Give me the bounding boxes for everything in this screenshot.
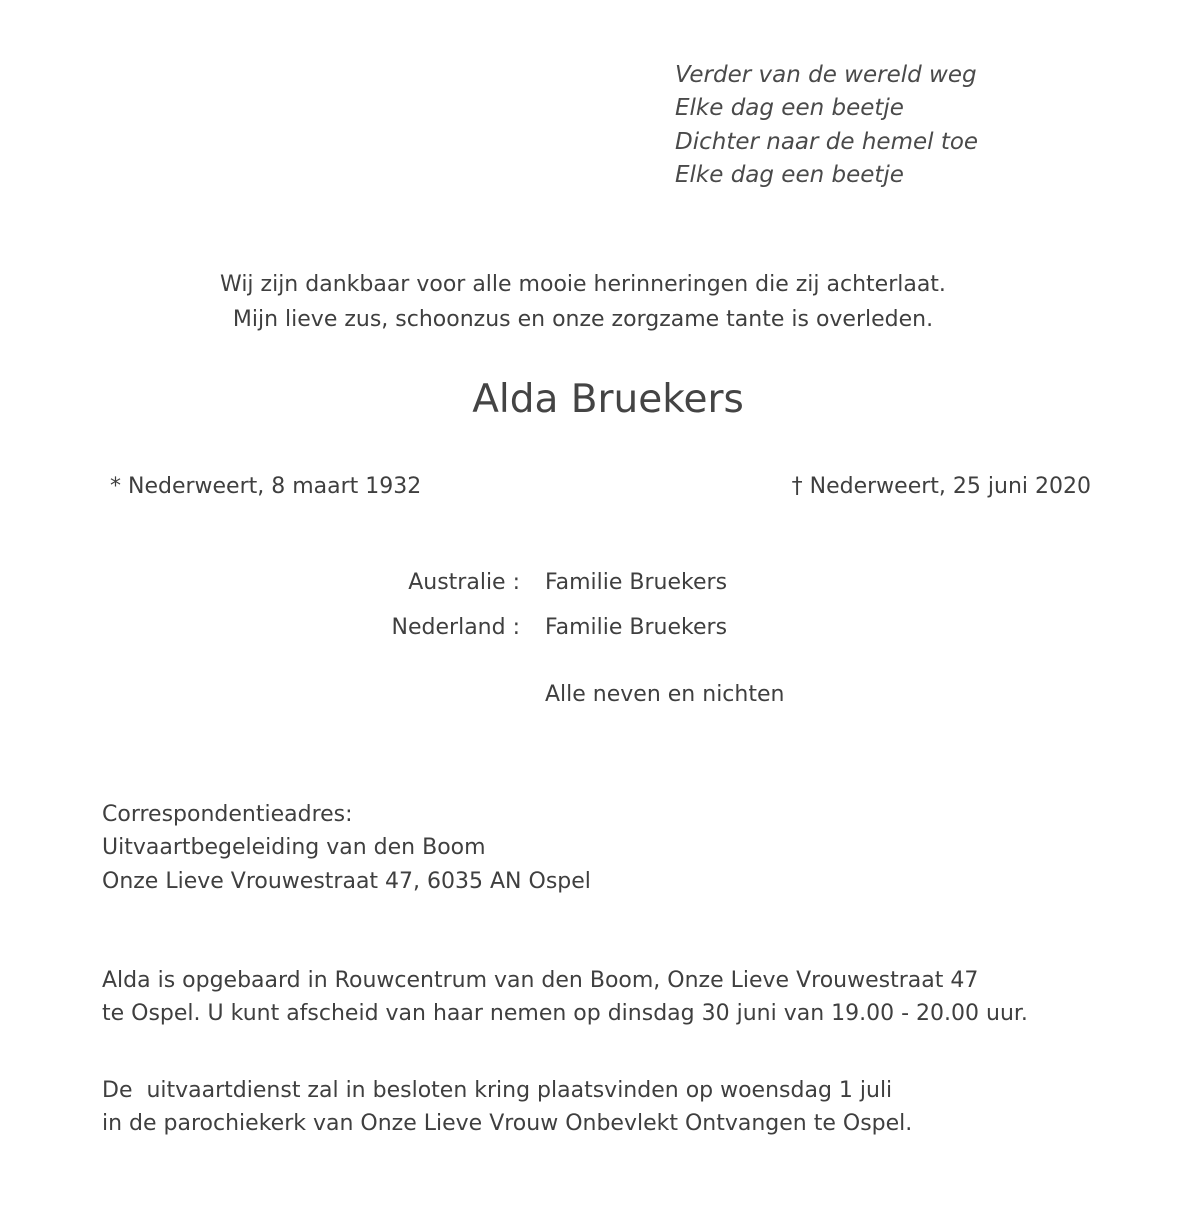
family-label-australia: Australie : bbox=[408, 570, 520, 595]
funeral-info bbox=[102, 1074, 912, 1141]
death-date: † Nederweert, 25 juni 2020 bbox=[791, 474, 1091, 499]
correspondence-heading: Correspondentieadres: bbox=[102, 802, 353, 827]
correspondence-street: Onze Lieve Vrouwestraat 47, 6035 AN Ospel bbox=[102, 868, 591, 894]
deceased-name: Alda Bruekers bbox=[472, 377, 744, 422]
correspondence-address bbox=[102, 798, 591, 898]
viewing-line-2: te Ospel. U kunt afscheid van haar nemen op dinsdag 30 juni van 19.00 - 20.00 uur. bbox=[102, 1001, 1028, 1027]
family-label-netherlands: Nederland : bbox=[391, 615, 520, 640]
intro-line-1: Wij zijn dankbaar voor alle mooie herinneringen die zij achterlaat. bbox=[220, 272, 946, 297]
viewing-info bbox=[102, 964, 1028, 1031]
viewing-line-1: Alda is opgebaard in Rouwcentrum van den Boom, Onze Lieve Vrouwestraat 47 bbox=[102, 968, 979, 993]
poem bbox=[675, 59, 978, 192]
family-extra: Alle neven en nichten bbox=[545, 682, 785, 707]
poem-line-4: Elke dag een beetje bbox=[675, 161, 904, 188]
funeral-line-2: in de parochiekerk van Onze Lieve Vrouw Onbevlekt Ontvangen te Ospel. bbox=[102, 1111, 913, 1137]
family-value-netherlands: Familie Bruekers bbox=[545, 615, 728, 640]
funeral-line-1: De uitvaartdienst zal in besloten kring plaatsvinden op woensdag 1 juli bbox=[102, 1078, 893, 1103]
correspondence-org: Uitvaartbegeleiding van den Boom bbox=[102, 835, 486, 861]
poem-line-2: Elke dag een beetje bbox=[675, 95, 904, 122]
birth-date: * Nederweert, 8 maart 1932 bbox=[110, 474, 422, 499]
family-value-australia: Familie Bruekers bbox=[545, 570, 728, 595]
poem-line-3: Dichter naar de hemel toe bbox=[675, 128, 979, 155]
intro-line-2: Mijn lieve zus, schoonzus en onze zorgzame tante is overleden. bbox=[232, 307, 934, 332]
poem-line-1: Verder van de wereld weg bbox=[675, 62, 977, 88]
